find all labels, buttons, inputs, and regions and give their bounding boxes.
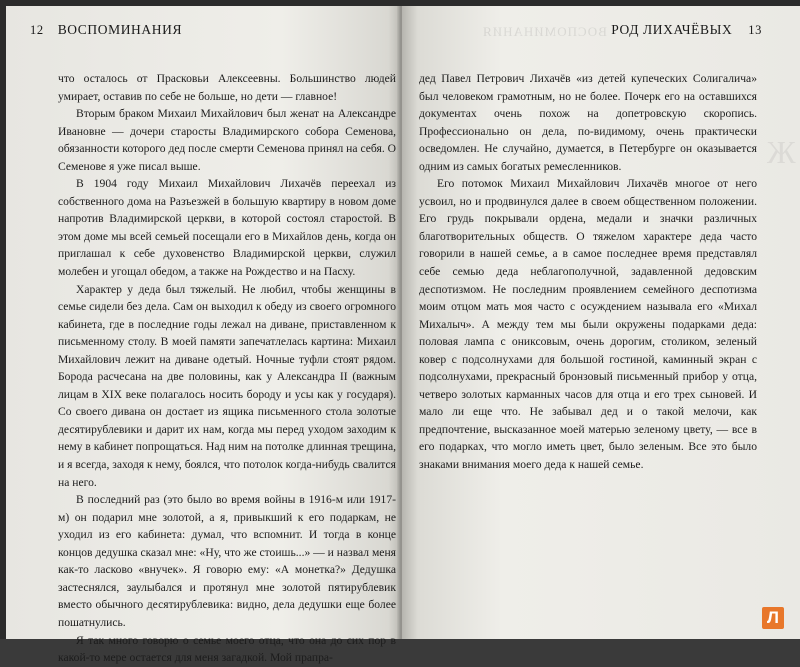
logo-letter: Л (767, 608, 779, 627)
labirint-logo-icon (762, 607, 784, 629)
right-page-number: 13 (748, 23, 762, 37)
right-page-text (419, 70, 757, 474)
left-paragraph-6: Я так много говорю о семье моего отца, что она до сих пор в какой-то мере остается для меня загадкой. Мой прапра- (58, 633, 396, 665)
show-through-running-head: ВОСПОМИНАНИЯ (482, 24, 607, 39)
left-paragraph-4: Характер у деда был тяжелый. Не любил, чтобы женщины в семье сидели без дела. Сам он выходил к обеду из своего огромного кабинета, где в последние годы лежал на диване, приставленном к письменному столу. В моей памяти запечатлелась картина: Михаил Михайлович лежит на диване одетый. Ночные туфли стоят рядом. Борода расчесана на две половины, как у Александра II (важным лицам в XIX веке полагалось носить бороду и усы как у государя). Со своего дивана он достает из ящика письменного стола золотые десятирублевики и дарит их нам, когда мы перед уходом заходим к нему в кабинет попрощаться. Над ним на потолке длинная трещина, и я всегда, заходя к нему, боялся, что потолок когда-нибудь свалится на него. (58, 282, 396, 489)
left-paragraph-2: Вторым браком Михаил Михайлович был женат на Александре Ивановне — дочери старосты Владимирского собора Семенова, обязанности которого дед после смерти Семенова принял на себя. О Семенове я уже писал выше. (58, 107, 396, 173)
left-page-text (58, 70, 396, 667)
right-paragraph-2: Его потомок Михаил Михайлович Лихачёв многое от него усвоил, но и продвинулся далее в своем общественном положении. Его грудь покрывали ордена, медали и значки различных благотворительных обществ. О тяжелом характере деда часто говорили в нашей семье, а в самое последнее время представлял себе семью деда неблагополучной, задавленной дедовским деспотизмом. Не последним проявлением семейного деспотизма моим отцом мать моя часто с осуждением называла его «Михал Михалыч». А между тем мы были окружены подарками деда: половая лампа с ониксовым, очень дорогим, столиком, зеленый ковер с подсолнухами для большой гостиной, каминный экран с подсолнухами, прекрасный бронзовый письменный прибор у отца, четверо золотых карманных часов для отца и его трех сыновей. И мало ли еще что. Не забывал дед и о такой мелочи, как предпочтение, высказанное моей матерью зеленому цвету, — все в его подарках, что могло иметь цвет, было зеленым. Все это было знаками внимания моего деда к нашей семье. (419, 177, 757, 472)
right-paragraph-1: дед Павел Петрович Лихачёв «из детей купеческих Солигалича» был человеком грамотным, но не более. Почерк его на оставшихся документах очень похож на допетровскую скоропись. Профессионально он дела, по-видимому, очень практически осведомлен. Не случайно, думается, в Петербурге он оказывается одним из самых богатых ремесленников. (419, 72, 757, 173)
right-running-head (611, 22, 762, 38)
left-page-number: 12 (30, 23, 44, 37)
left-paragraph-1: что осталось от Прасковьи Алексеевны. Большинство людей умирает, оставив по себе не больше, но дети — главное! (58, 72, 396, 103)
left-paragraph-5: В последний раз (это было во время войны в 1916-м или 1917-м) он подарил мне золотой, а я, привыкший к его подаркам, не уходил из его кабинета: думал, что вспомнит. И тогда в конце концов дедушка сказал мне: «Ну, что же стоишь...» — и назвал меня как-то ласково «внучек». Я говорю ему: «А монетка?» Дедушка застеснялся, заулыбался и протянул мне золотой пятирублевик вместо обычного десятирублевика: видно, дела дедушки еще более пошатнулись. (58, 493, 396, 629)
left-running-head (30, 22, 182, 38)
left-page (6, 6, 400, 665)
show-through-letter: Ж (767, 134, 796, 170)
left-running-title: ВОСПОМИНАНИЯ (57, 22, 183, 37)
right-running-title: РОД ЛИХАЧЁВЫХ (611, 22, 733, 37)
left-paragraph-3: В 1904 году Михаил Михайлович Лихачёв переехал из собственного дома на Разъезжей в большую квартиру в новом доме напротив Владимирской церкви, в которой состоял старостой. В этом доме мы всей семьей посещали его в Михайлов день, когда он приглашал к себе духовенство Владимирской церкви, служил молебен и угощал обедом, а также на Рождество и на Пасху. (58, 177, 396, 279)
right-page (402, 6, 800, 639)
